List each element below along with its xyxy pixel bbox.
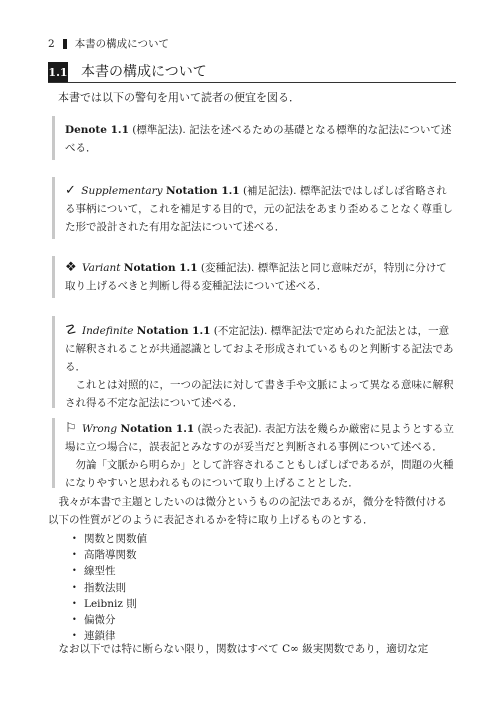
notation-block-denote <box>52 116 456 160</box>
diamond-ornament-icon: ❖ <box>65 260 77 275</box>
notation-block-supplementary <box>52 177 456 239</box>
notation-label-en: Indefinite <box>82 325 134 337</box>
notation-label-en: Wrong <box>82 423 118 435</box>
notation-label: Notation 1.1 <box>165 185 240 197</box>
intro-text: 本書では以下の警句を用いて読者の便宜を図る． <box>58 91 300 104</box>
notation-text: 標準記法と同じ意味だが，特別に分けて取り上げるべきと判断し得る変種記法について述べる． <box>65 262 447 292</box>
notation-text: 記法を述べるための基礎となる標準的な記法について述べる． <box>65 124 452 154</box>
notation-label-ja: (変種記法). <box>200 262 255 274</box>
notation-label-en: Variant <box>82 262 121 274</box>
notation-label: Denote 1.1 <box>65 124 129 136</box>
notation-label: Notation 1.1 <box>123 262 198 274</box>
property-list <box>72 531 147 644</box>
notation-label: Notation 1.1 <box>120 423 195 435</box>
notation-label-ja: (補足記法). <box>242 185 297 197</box>
body-text: 我々が本書で主題としたいのは微分というものの記法であるが，微分を特徴付ける以下の性質がどのように表記されるかを特に取り上げるものとする． <box>48 496 447 526</box>
notation-block-wrong <box>52 418 456 488</box>
notation-label-ja: (不定記法). <box>213 325 268 337</box>
closing-text: なお以下では特に断らない限り，関数はすべて C∞ 級実関数であり，適切な定 <box>58 643 429 655</box>
checkmark-icon: ✓ <box>65 183 76 198</box>
running-head-marker <box>63 39 67 49</box>
notation-text: 表記方法を幾らか厳密に見ようとする立場に立つ場合に，誤表記とみなすのが妥当だと判断される事例について述べる． <box>65 423 454 453</box>
list-item: • 線型性 <box>72 563 147 579</box>
page-number: 2 <box>48 37 55 50</box>
notation-text: 標準記法ではしばしば省略される事柄について，これを補足する目的で，元の記法をあまり歪めることなく尊重した形で設計された有用な記法について述べる． <box>65 185 453 233</box>
list-item: • Leibniz 則 <box>72 596 147 612</box>
closing-paragraph <box>48 640 456 658</box>
section-number: 1.1 <box>48 62 68 82</box>
list-item: • 高階導関数 <box>72 547 147 563</box>
notation-text: 勿論「文脈から明らか」として許容されることもしばしばであるが，問題の火種になりやすいと思われるものについて取り上げることとした． <box>65 459 454 489</box>
warning-hand-icon: ⚐ <box>65 421 77 436</box>
notation-text: これとは対照的に，一つの記法に対して書き手や文脈によって異なる意味に解釈され得る不定な記法について述べる． <box>65 379 454 409</box>
list-item: • 指数法則 <box>72 580 147 596</box>
notation-block-indefinite <box>52 316 456 408</box>
notation-label: Notation 1.1 <box>136 325 211 337</box>
notation-text: 標準記法で定められた記法とは，一意に解釈されることが共通認識としておよそ形成されているものと判断する記法である． <box>65 325 454 373</box>
running-head <box>48 36 169 51</box>
running-head-title: 本書の構成について <box>74 38 169 50</box>
list-item: • 連鎖律 <box>72 628 147 644</box>
list-item: • 関数と関数値 <box>72 531 147 547</box>
section-heading <box>48 62 456 83</box>
list-item: • 偏微分 <box>72 612 147 628</box>
notation-label-en: Supplementary <box>81 185 163 197</box>
notation-label-ja: (標準記法). <box>132 124 186 136</box>
body-paragraph <box>48 493 456 529</box>
notation-label-ja: (誤った表記). <box>197 423 262 435</box>
section-title: 本書の構成について <box>81 64 207 80</box>
caution-sign-icon: ☡ <box>65 323 77 338</box>
notation-block-variant <box>52 256 456 298</box>
